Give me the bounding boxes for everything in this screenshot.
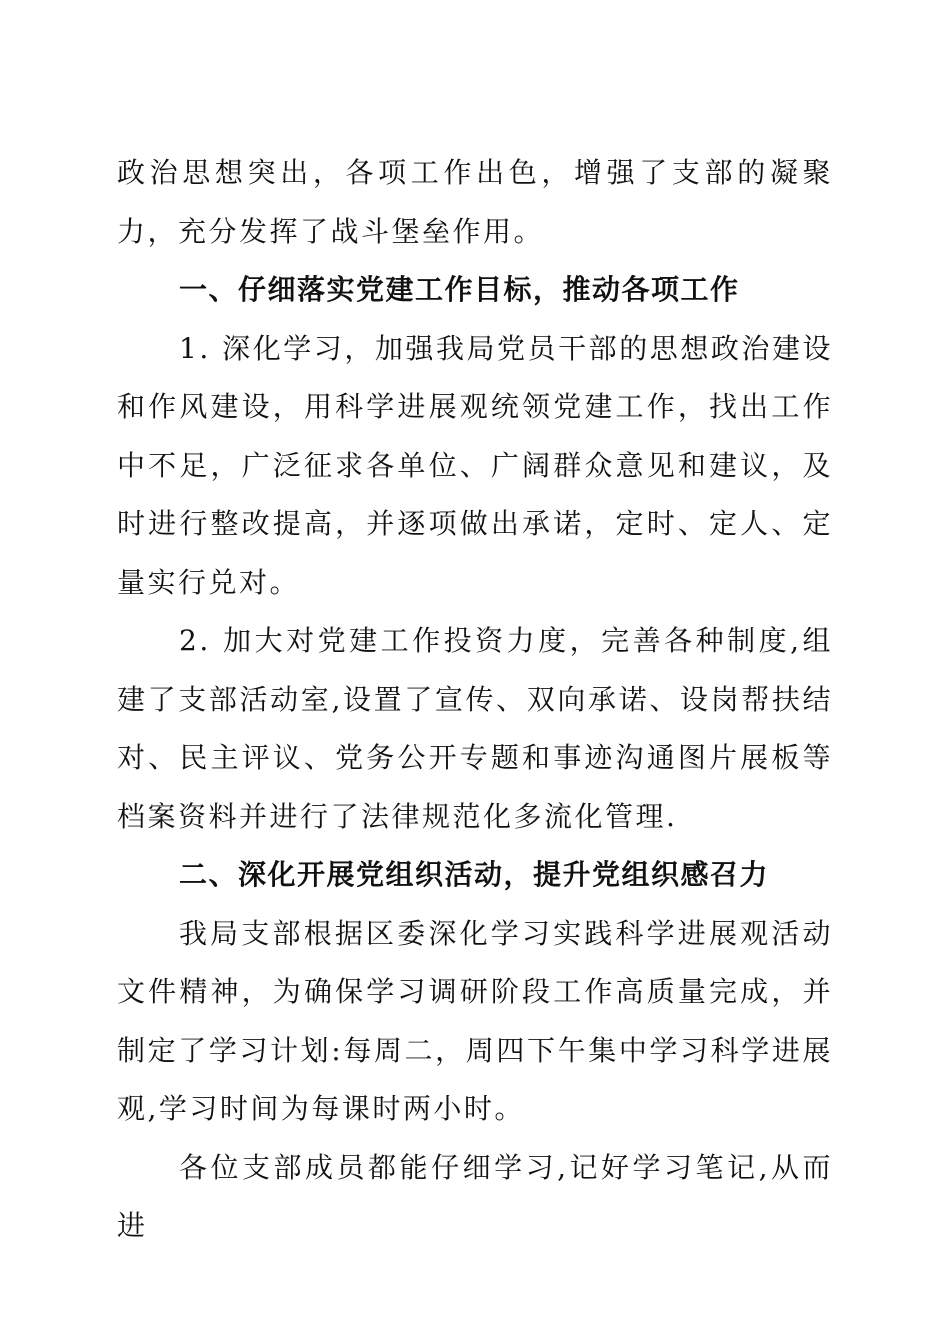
paragraph-intro: 政治思想突出，各项工作出色，增强了支部的凝聚力，充分发挥了战斗堡垒作用。: [117, 156, 833, 248]
document-body: [117, 144, 833, 1256]
section-heading-1: 一、仔细落实党建工作目标，推动各项工作: [179, 273, 740, 306]
section-heading-2: 二、深化开展党组织活动，提升党组织感召力: [179, 858, 770, 891]
paragraph-item-2: 2. 加大对党建工作投资力度，完善各种制度,组建了支部活动室,设置了宣传、双向承诺、设岗帮扶结对、民主评议、党务公开专题和事迹沟通图片展板等档案资料并进行了法律规范化多流化管理.: [117, 624, 833, 833]
paragraph-members: 各位支部成员都能仔细学习,记好学习笔记,从而进: [117, 1150, 833, 1242]
paragraph-study-plan: 我局支部根据区委深化学习实践科学进展观活动文件精神，为确保学习调研阶段工作高质量完成，并制定了学习计划:每周二，周四下午集中学习科学进展观,学习时间为每课时两小时。: [117, 916, 833, 1125]
paragraph-item-1: 1. 深化学习，加强我局党员干部的思想政治建设和作风建设，用科学进展观统领党建工作，找出工作中不足，广泛征求各单位、广阔群众意见和建议，及时进行整改提高，并逐项做出承诺，定时、定人、定量实行兑对。: [117, 331, 833, 599]
